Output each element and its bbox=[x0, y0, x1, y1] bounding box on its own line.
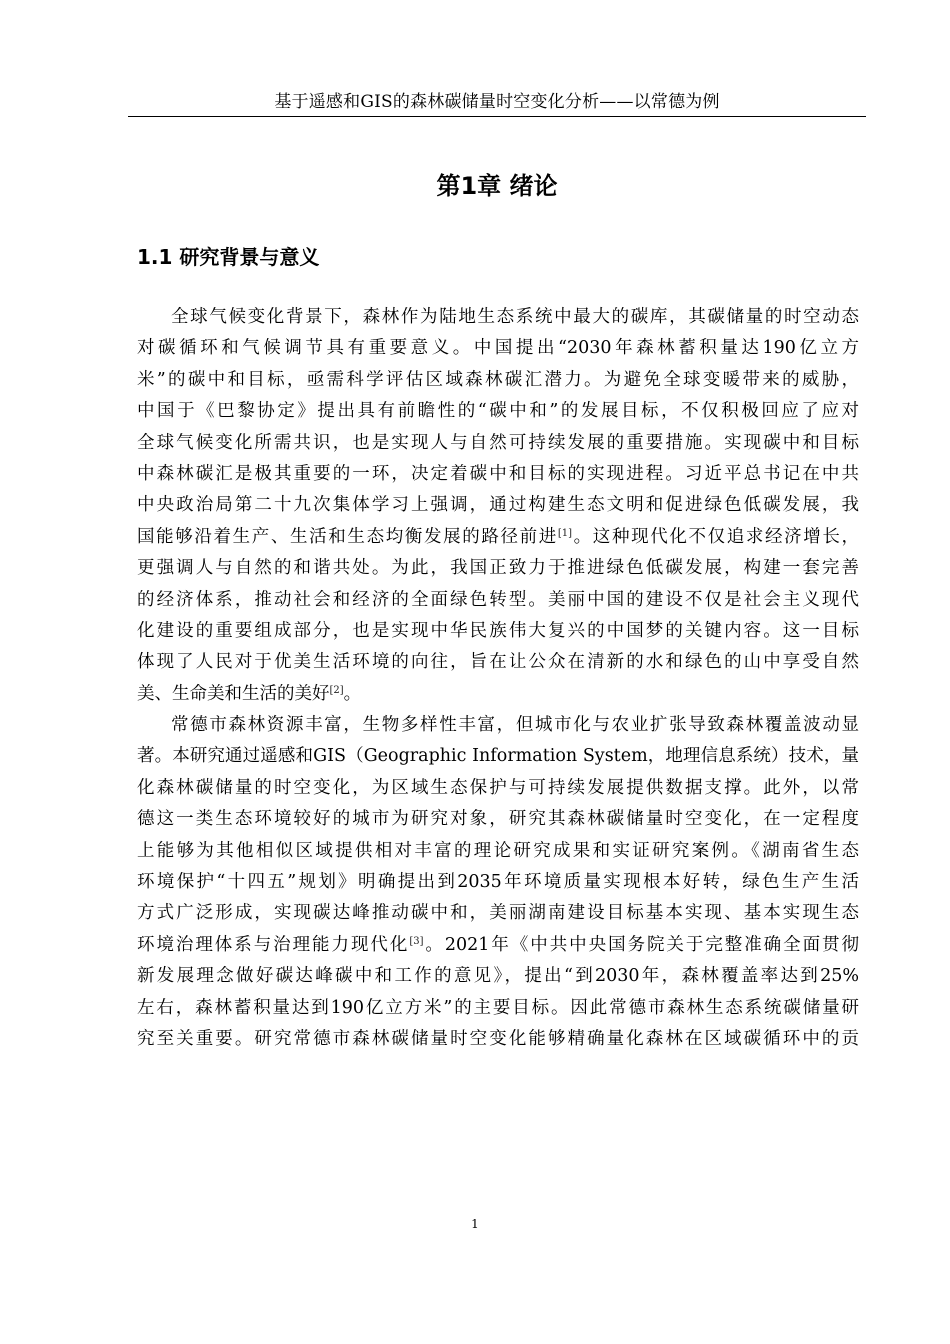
text-line bbox=[137, 679, 859, 710]
text-line: 环境保护“十四五”规划》明确提出到2035年环境质量实现根本好转，绿色生产生活 bbox=[137, 872, 859, 893]
text-segment: 国能够沿着生产、生活和生态均衡发展的路径前进 bbox=[137, 526, 558, 547]
text-line: 方式广泛形成，实现碳达峰推动碳中和，美丽湖南建设目标基本实现、基本实现生态 bbox=[137, 903, 859, 924]
text-line: 常德市森林资源丰富，生物多样性丰富，但城市化与农业扩张导致森林覆盖波动显 bbox=[171, 715, 859, 736]
text-line: 全球气候变化所需共识，也是实现人与自然可持续发展的重要措施。实现碳中和目标 bbox=[137, 432, 859, 453]
text-line: 体现了人民对于优美生活环境的向往，旨在让公众在清新的水和绿色的山中享受自然 bbox=[137, 652, 859, 673]
text-line: 中森林碳汇是极其重要的一环，决定着碳中和目标的实现进程。习近平总书记在中共 bbox=[137, 463, 859, 484]
text-segment: 美、生命美和生活的美好 bbox=[137, 683, 330, 704]
paragraph-1 bbox=[137, 302, 859, 710]
text-segment: 。 bbox=[343, 683, 362, 704]
text-segment: 环境治理体系与治理能力现代化 bbox=[137, 934, 410, 955]
text-line: 中国于《巴黎协定》提出具有前瞻性的“碳中和”的发展目标，不仅积极回应了应对 bbox=[137, 401, 859, 422]
text-line: 新发展理念做好碳达峰碳中和工作的意见》，提出“到2030年，森林覆盖率达到25% bbox=[137, 966, 859, 987]
text-line: 德这一类生态环境较好的城市为研究对象，研究其森林碳储量时空变化，在一定程度 bbox=[137, 809, 859, 830]
body-text bbox=[137, 302, 859, 1055]
section-title: 1.1 研究背景与意义 bbox=[137, 245, 320, 269]
text-line: 中央政治局第二十九次集体学习上强调，通过构建生态文明和促进绿色低碳发展，我 bbox=[137, 495, 859, 516]
text-line: 化森林碳储量的时空变化，为区域生态保护与可持续发展提供数据支撑。此外，以常 bbox=[137, 777, 859, 798]
text-segment: 。这种现代化不仅追求经济增长， bbox=[572, 526, 860, 547]
citation-ref: [1] bbox=[557, 527, 573, 539]
text-line: 更强调人与自然的和谐共处。为此，我国正致力于推进绿色低碳发展，构建一套完善 bbox=[137, 558, 859, 579]
text-line bbox=[137, 930, 859, 961]
text-line: 全球气候变化背景下，森林作为陆地生态系统中最大的碳库，其碳储量的时空动态 bbox=[171, 307, 859, 327]
text-line: 的经济体系，推动社会和经济的全面绿色转型。美丽中国的建设不仅是社会主义现代 bbox=[137, 589, 859, 610]
paragraph-2 bbox=[137, 710, 859, 1055]
text-line: 化建设的重要组成部分，也是实现中华民族伟大复兴的中国梦的关键内容。这一目标 bbox=[137, 620, 859, 641]
text-line: 究至关重要。研究常德市森林碳储量时空变化能够精确量化森林在区域碳循环中的贡 bbox=[137, 1028, 859, 1049]
text-line: 米”的碳中和目标，亟需科学评估区域森林碳汇潜力。为避免全球变暖带来的威胁， bbox=[137, 369, 859, 390]
running-header: 基于遥感和GIS的森林碳储量时空变化分析——以常德为例 bbox=[274, 92, 720, 112]
citation-ref: [2] bbox=[329, 684, 344, 696]
chapter-title: 第1章 绪论 bbox=[436, 172, 558, 200]
text-segment: 。2021年《中共中央国务院关于完整准确全面贯彻 bbox=[423, 934, 859, 955]
page-number: 1 bbox=[471, 1217, 479, 1231]
text-line: 对碳循环和气候调节具有重要意义。中国提出“2030年森林蓄积量达190亿立方 bbox=[137, 338, 859, 359]
text-line: 左右，森林蓄积量达到190亿立方米”的主要目标。因此常德市森林生态系统碳储量研 bbox=[137, 997, 859, 1018]
citation-ref: [3] bbox=[409, 935, 424, 947]
text-line: 著。本研究通过遥感和GIS（Geographic Information System，地理信息系统）技术，量 bbox=[137, 746, 859, 767]
header-rule bbox=[128, 116, 866, 117]
text-line: 上能够为其他相似区域提供相对丰富的理论研究成果和实证研究案例。《湖南省生态 bbox=[137, 840, 859, 861]
text-line bbox=[137, 522, 859, 553]
